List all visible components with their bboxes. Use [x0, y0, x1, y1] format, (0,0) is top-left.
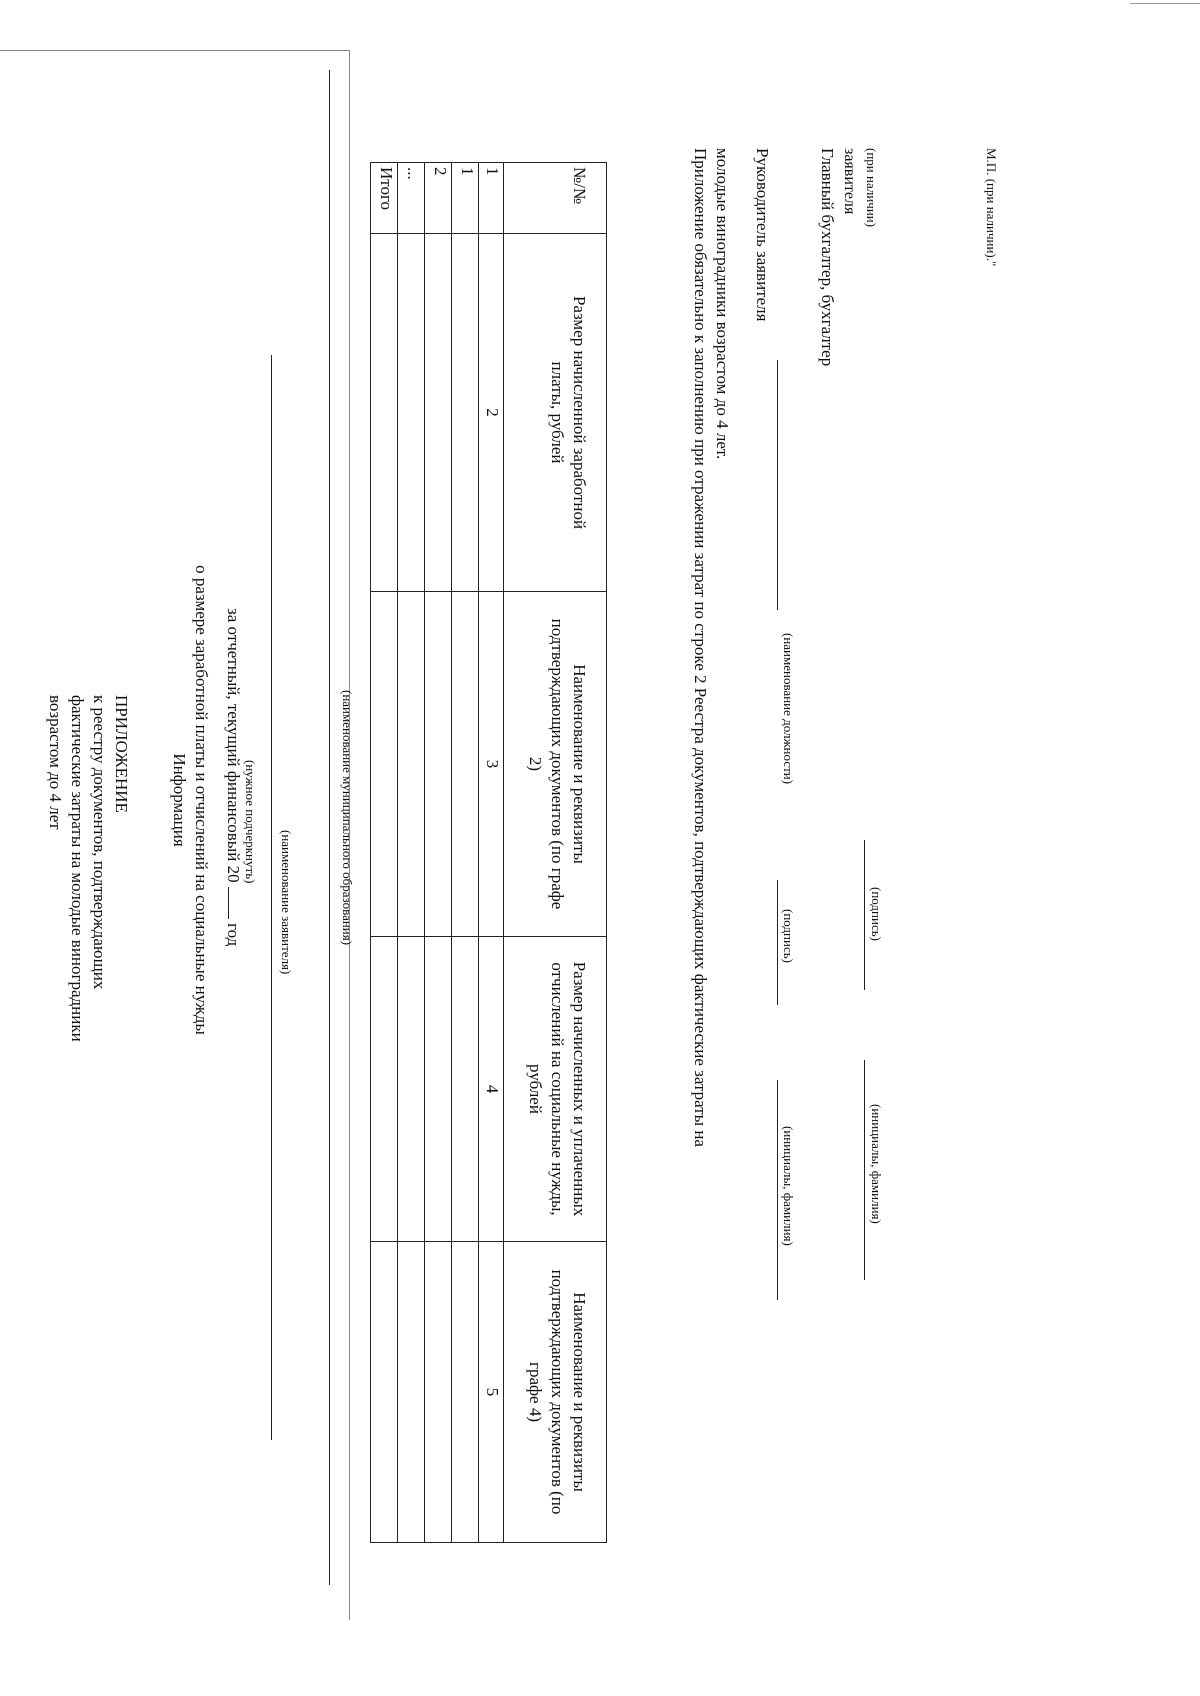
column-number: 3 — [479, 592, 504, 937]
table-row — [425, 163, 452, 1543]
table-cell — [371, 592, 398, 937]
accountant-signature-line — [864, 840, 865, 990]
table-cell — [398, 1242, 425, 1543]
accountant-label-3: (при наличии) — [864, 148, 879, 228]
table-cell — [452, 937, 479, 1242]
appendix-line-1: к реестру документов, подтверждающих — [90, 695, 109, 990]
table-cell — [425, 1242, 452, 1543]
accountant-label-1: Главный бухгалтер, бухгалтер — [818, 148, 837, 367]
accountant-name-caption: (инициалы, фамилия) — [869, 1104, 884, 1224]
applicant-caption: (наименование заявителя) — [279, 830, 294, 975]
applicant-name-line — [271, 355, 272, 1440]
table-cell — [452, 234, 479, 592]
document-title: Информация — [170, 753, 189, 847]
column-number: 2 — [479, 234, 504, 592]
header-number: №/№ — [504, 163, 607, 234]
column-number: 5 — [479, 1242, 504, 1543]
accountant-label-2: заявителя — [841, 148, 858, 215]
table-cell — [371, 234, 398, 592]
appendix-line-2: фактические затраты на молодые виноградники — [68, 695, 87, 1042]
payroll-table — [370, 162, 607, 1543]
position-caption: (наименование должности) — [781, 633, 796, 785]
accountant-name-line — [864, 1060, 865, 1280]
table-header-row — [504, 163, 607, 1543]
table-cell — [425, 592, 452, 937]
appendix-title: ПРИЛОЖЕНИЕ — [112, 695, 131, 813]
table-cell — [371, 1242, 398, 1543]
stamp-note: М.П. (при наличии)." — [984, 148, 999, 267]
appendix-line-3: возрастом до 4 лет — [46, 695, 65, 830]
table-cell — [398, 592, 425, 937]
head-label: Руководитель заявителя — [753, 148, 772, 322]
head-signature-caption: (подпись) — [781, 909, 796, 963]
table-column-numbers — [479, 163, 504, 1543]
appendix-block — [44, 695, 132, 1042]
document-subtitle: о размере заработной платы и отчислений на социальные нужды — [192, 565, 211, 1035]
header-salary-documents: Наименование и реквизиты подтверждающих документов (по графе 2) — [504, 592, 607, 937]
column-number: 1 — [479, 163, 504, 234]
head-signature-line — [777, 880, 778, 1005]
period-prefix: за отчетный, текущий финансовый 20 — [224, 608, 243, 883]
period-suffix: год — [224, 923, 243, 947]
year-blank — [228, 887, 243, 919]
table-cell — [452, 592, 479, 937]
accountant-signature-caption: (подпись) — [869, 887, 884, 941]
period-note: (нужное подчеркнуть) — [243, 760, 258, 884]
table-total-row — [371, 163, 398, 1543]
table-cell — [425, 234, 452, 592]
table-row — [398, 163, 425, 1543]
head-name-caption: (инициалы, фамилия) — [781, 1126, 796, 1246]
total-label: Итого — [371, 163, 398, 234]
municipality-caption: (наименование муниципального образования) — [340, 690, 355, 946]
table-cell — [398, 234, 425, 592]
table-cell — [425, 937, 452, 1242]
table-row — [452, 163, 479, 1543]
table-cell: 1 — [452, 163, 479, 234]
municipality-name-line — [329, 70, 330, 1585]
head-name-line — [777, 1080, 778, 1300]
reporting-period — [222, 608, 244, 946]
header-contributions: Размер начисленных и уплаченных отчислений на социальные нужды, рублей — [504, 937, 607, 1242]
table-cell: 2 — [425, 163, 452, 234]
column-number: 4 — [479, 937, 504, 1242]
table-cell: ... — [398, 163, 425, 234]
header-salary: Размер начисленной заработной платы, рублей — [504, 234, 607, 592]
header-contribution-documents: Наименование и реквизиты подтверждающих документов (по графе 4) — [504, 1242, 607, 1543]
table-cell — [398, 937, 425, 1242]
table-cell — [452, 1242, 479, 1543]
position-line — [777, 360, 778, 610]
note-line-1: Приложение обязательно к заполнению при отражении затрат по строке 2 Реестра документов, подтверждающих фактические затраты на — [691, 148, 710, 1147]
table-cell — [371, 937, 398, 1242]
note-line-2: молодые виноградники возрастом до 4 лет. — [713, 148, 732, 460]
